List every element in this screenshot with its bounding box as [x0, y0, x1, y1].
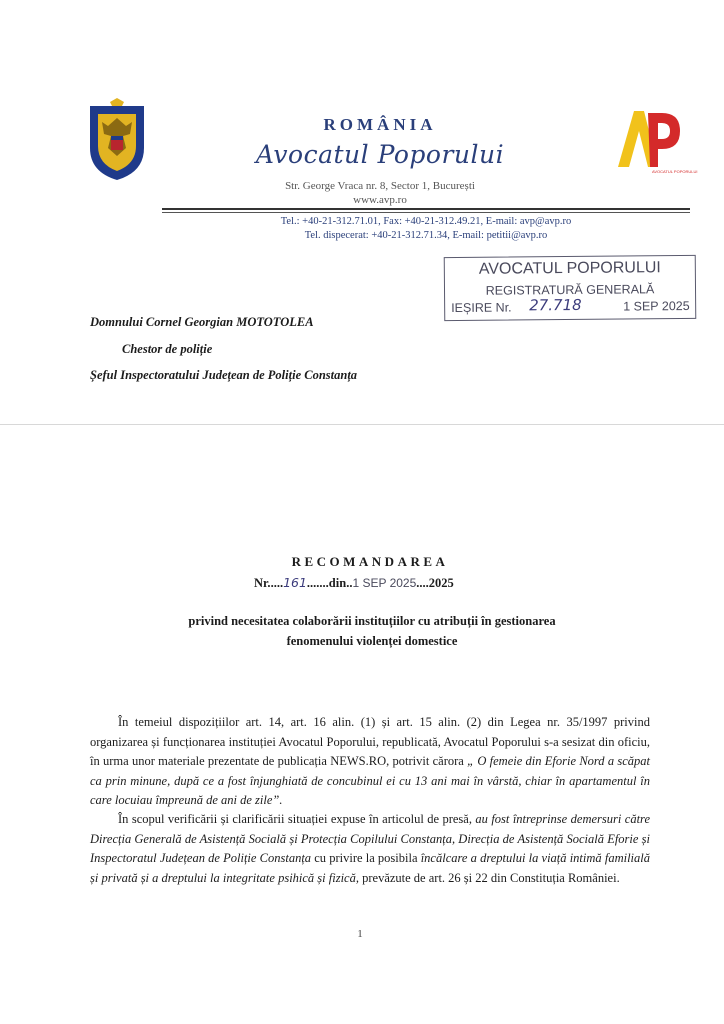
contact-line-2: Tel. dispecerat: +40-21-312.71.34, E-mail: petitii@avp.ro [304, 230, 548, 241]
nr-label: Nr. [254, 576, 271, 590]
subject-line-1: privind necesitatea colaborării instituțiilor cu atribuții în gestionarea [188, 614, 556, 628]
institution-website: www.avp.ro [353, 194, 407, 206]
stamp-handwritten-number: 27.718 [529, 295, 582, 315]
stamp-title: AVOCATUL POPORULUI [478, 259, 661, 278]
p2-start: În scopul verificării și clarificării situației expuse în articolul de presă, [118, 812, 476, 826]
din-label: din [328, 576, 347, 590]
institution-name: Avocatul Poporului [255, 140, 505, 169]
header-rule-thin [162, 212, 690, 213]
p2-end: prevăzute de art. 26 și 22 din Constituția României. [358, 870, 620, 885]
registry-stamp [444, 255, 697, 321]
date-stamp: 1 SEP 2025 [352, 576, 417, 590]
document-number-line: Nr.....161.......din..1 SEP 2025....2025 [254, 575, 454, 590]
scan-artifact-line [0, 424, 724, 425]
body-paragraph-1 [90, 713, 650, 811]
avocatul-poporului-logo [612, 103, 698, 175]
stamp-registry: REGISTRATURĂ GENERALĂ [485, 282, 655, 298]
document-year: 2025 [428, 576, 454, 590]
p2-italic-1: au fost întreprinse demersuri către Direcția Generală de Asistență Socială și Protecția Copilului Constanța, Direcția de Asistență Socială Eforie și Inspectoratul Județean de Poliție Constanța [90, 812, 650, 865]
stamp-exit-label: IEȘIRE Nr. [451, 300, 512, 316]
subject-line-2: fenomenului violenței domestice [286, 634, 458, 648]
body-paragraph-2 [90, 810, 650, 888]
addressee-role: Șeful Inspectoratului Județean de Poliție Constanța [90, 368, 358, 382]
p2-mid: cu privire la posibila [311, 851, 421, 865]
logo-caption: AVOCATUL POPORULUI [652, 169, 698, 174]
coat-of-arms-icon [84, 96, 150, 182]
p1-quote: „ O femeie din Eforie Nord a scăpat ca prin minune, după ce a fost înjunghiată de concubinul ei cu 13 ani mai în vârstă, chiar în apartamentul în care locuiau împreună de ani de zile”. [90, 754, 651, 807]
stamp-date: 1 SEP 2025 [623, 298, 690, 314]
page-number: 1 [357, 928, 363, 940]
nr-handwritten: 161 [283, 575, 307, 590]
document-title: RECOMANDAREA [291, 554, 449, 569]
addressee-rank: Chestor de poliție [122, 342, 213, 356]
addressee-name: Domnului Cornel Georgian MOTOTOLEA [90, 315, 314, 329]
header-rule [162, 208, 690, 210]
p2-italic-2: încălcare a dreptului la viață intimă familială și privată și a dreptului la integritate psihică și fizică, [90, 851, 650, 885]
contact-line-1: Tel.: +40-21-312.71.01, Fax: +40-21-312.49.21, E-mail: avp@avp.ro [280, 216, 572, 227]
p1-text: În temeiul dispozițiilor art. 14, art. 16 alin. (1) și art. 15 alin. (2) din Legea nr. 35/1997 privind organizarea și funcționarea instituției Avocatul Poporului, republicată, Avocatul Poporului s-a sesizat din oficiu, în urma unor materiale prezentate de publicația NEWS.RO, potrivit cărora [90, 715, 650, 768]
country-name: ROMÂNIA [323, 115, 437, 134]
institution-address: Str. George Vraca nr. 8, Sector 1, București [285, 180, 475, 192]
